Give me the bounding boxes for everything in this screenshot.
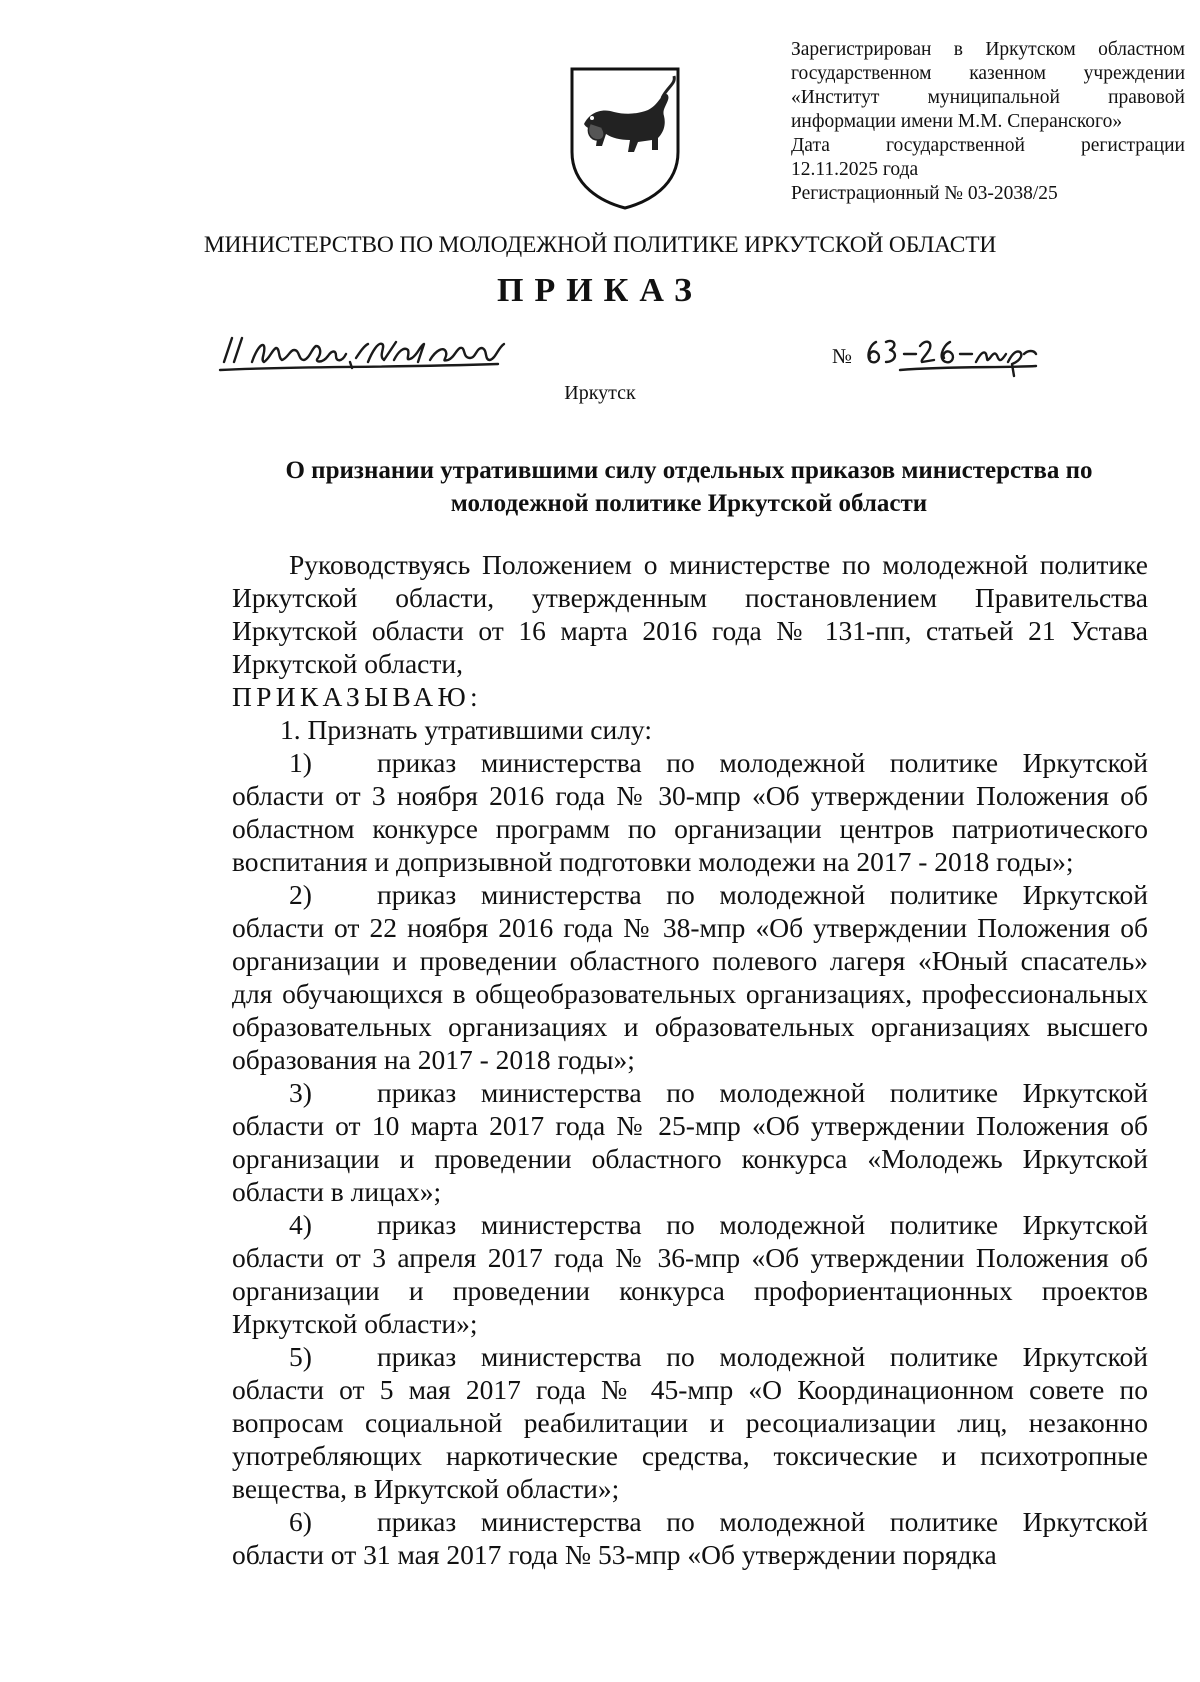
registration-date: 12.11.2025 года — [791, 159, 919, 180]
registration-stamp — [791, 38, 1185, 206]
point-1: 1. Признать утратившими силу: — [280, 714, 652, 745]
item-text: приказ министерства по молодежной политике Иркутской области от 10 марта 2017 года № 25-мпр «Об утверждении Положения об организации и проведении областного конкурса «Молодежь Иркутской области в лицах»; — [232, 1077, 1148, 1207]
list-item — [232, 1340, 1148, 1505]
item-number: 3) — [289, 1077, 312, 1108]
document-title: О признании утратившими силу отдельных приказов министерства по молодежной политике Иркутской области — [285, 457, 1093, 517]
registration-line: государственном казенном учреждении — [791, 63, 1185, 84]
list-item — [232, 1208, 1148, 1340]
handwritten-date — [218, 328, 508, 378]
registration-line: информации имени М.М. Сперанского» — [791, 111, 1123, 132]
coat-of-arms-icon — [568, 66, 682, 210]
handwritten-number — [860, 330, 1040, 378]
item-number: 5) — [289, 1341, 312, 1372]
decree-word: ПРИКАЗЫВАЮ: — [232, 681, 482, 712]
document-body — [232, 548, 1148, 1571]
registration-number: Регистрационный № 03-2038/25 — [791, 183, 1058, 204]
item-text: приказ министерства по молодежной политике Иркутской области от 31 мая 2017 года № 53-мпр «Об утверждении порядка — [232, 1506, 1148, 1570]
item-number: 4) — [289, 1209, 312, 1240]
item-text: приказ министерства по молодежной политике Иркутской области от 3 апреля 2017 года № 36-мпр «Об утверждении Положения об организации и проведении конкурса профориентационных проектов Иркутской области»; — [232, 1209, 1148, 1339]
number-sign: № — [832, 344, 853, 368]
list-item — [232, 878, 1148, 1076]
item-number: 6) — [289, 1506, 312, 1537]
item-text: приказ министерства по молодежной политике Иркутской области от 22 ноября 2016 года № 38-мпр «Об утверждении Положения об организации и проведении областного полевого лагеря «Юный спасатель» для обучающихся в общеобразовательных организациях, профессиональных образовательных организациях и образовательных организациях высшего образования на 2017 - 2018 годы»; — [232, 879, 1148, 1075]
registration-line: Дата государственной регистрации — [791, 135, 1185, 156]
item-number: 2) — [289, 879, 312, 910]
list-item — [232, 746, 1148, 878]
list-item — [232, 1505, 1148, 1571]
item-text: приказ министерства по молодежной политике Иркутской области от 5 мая 2017 года № 45-мпр «О Координационном совете по вопросам социальной реабилитации и ресоциализации лиц, незаконно употребляющих наркотические средства, токсические и психотропные вещества, в Иркутской области»; — [232, 1341, 1148, 1504]
registration-line: Зарегистрирован в Иркутском областном — [791, 39, 1185, 60]
list-item — [232, 1076, 1148, 1208]
ministry-name: МИНИСТЕРСТВО ПО МОЛОДЕЖНОЙ ПОЛИТИКЕ ИРКУТСКОЙ ОБЛАСТИ — [203, 232, 997, 258]
registration-line: «Институт муниципальной правовой — [791, 87, 1185, 108]
preamble: Руководствуясь Положением о министерстве по молодежной политике Иркутской области, утвержденным постановлением Правительства Иркутской области от 16 марта 2016 года № 131-пп, статьей 21 Устава Иркутской области, — [232, 549, 1148, 679]
document-type: ПРИКАЗ — [497, 272, 703, 309]
item-text: приказ министерства по молодежной политике Иркутской области от 3 ноября 2016 года № 30-мпр «Об утверждении Положения об областном конкурсе программ по организации центров патриотического воспитания и допризывной подготовки молодежи на 2017 - 2018 годы»; — [232, 747, 1148, 877]
city: Иркутск — [564, 382, 636, 404]
item-number: 1) — [289, 747, 312, 778]
